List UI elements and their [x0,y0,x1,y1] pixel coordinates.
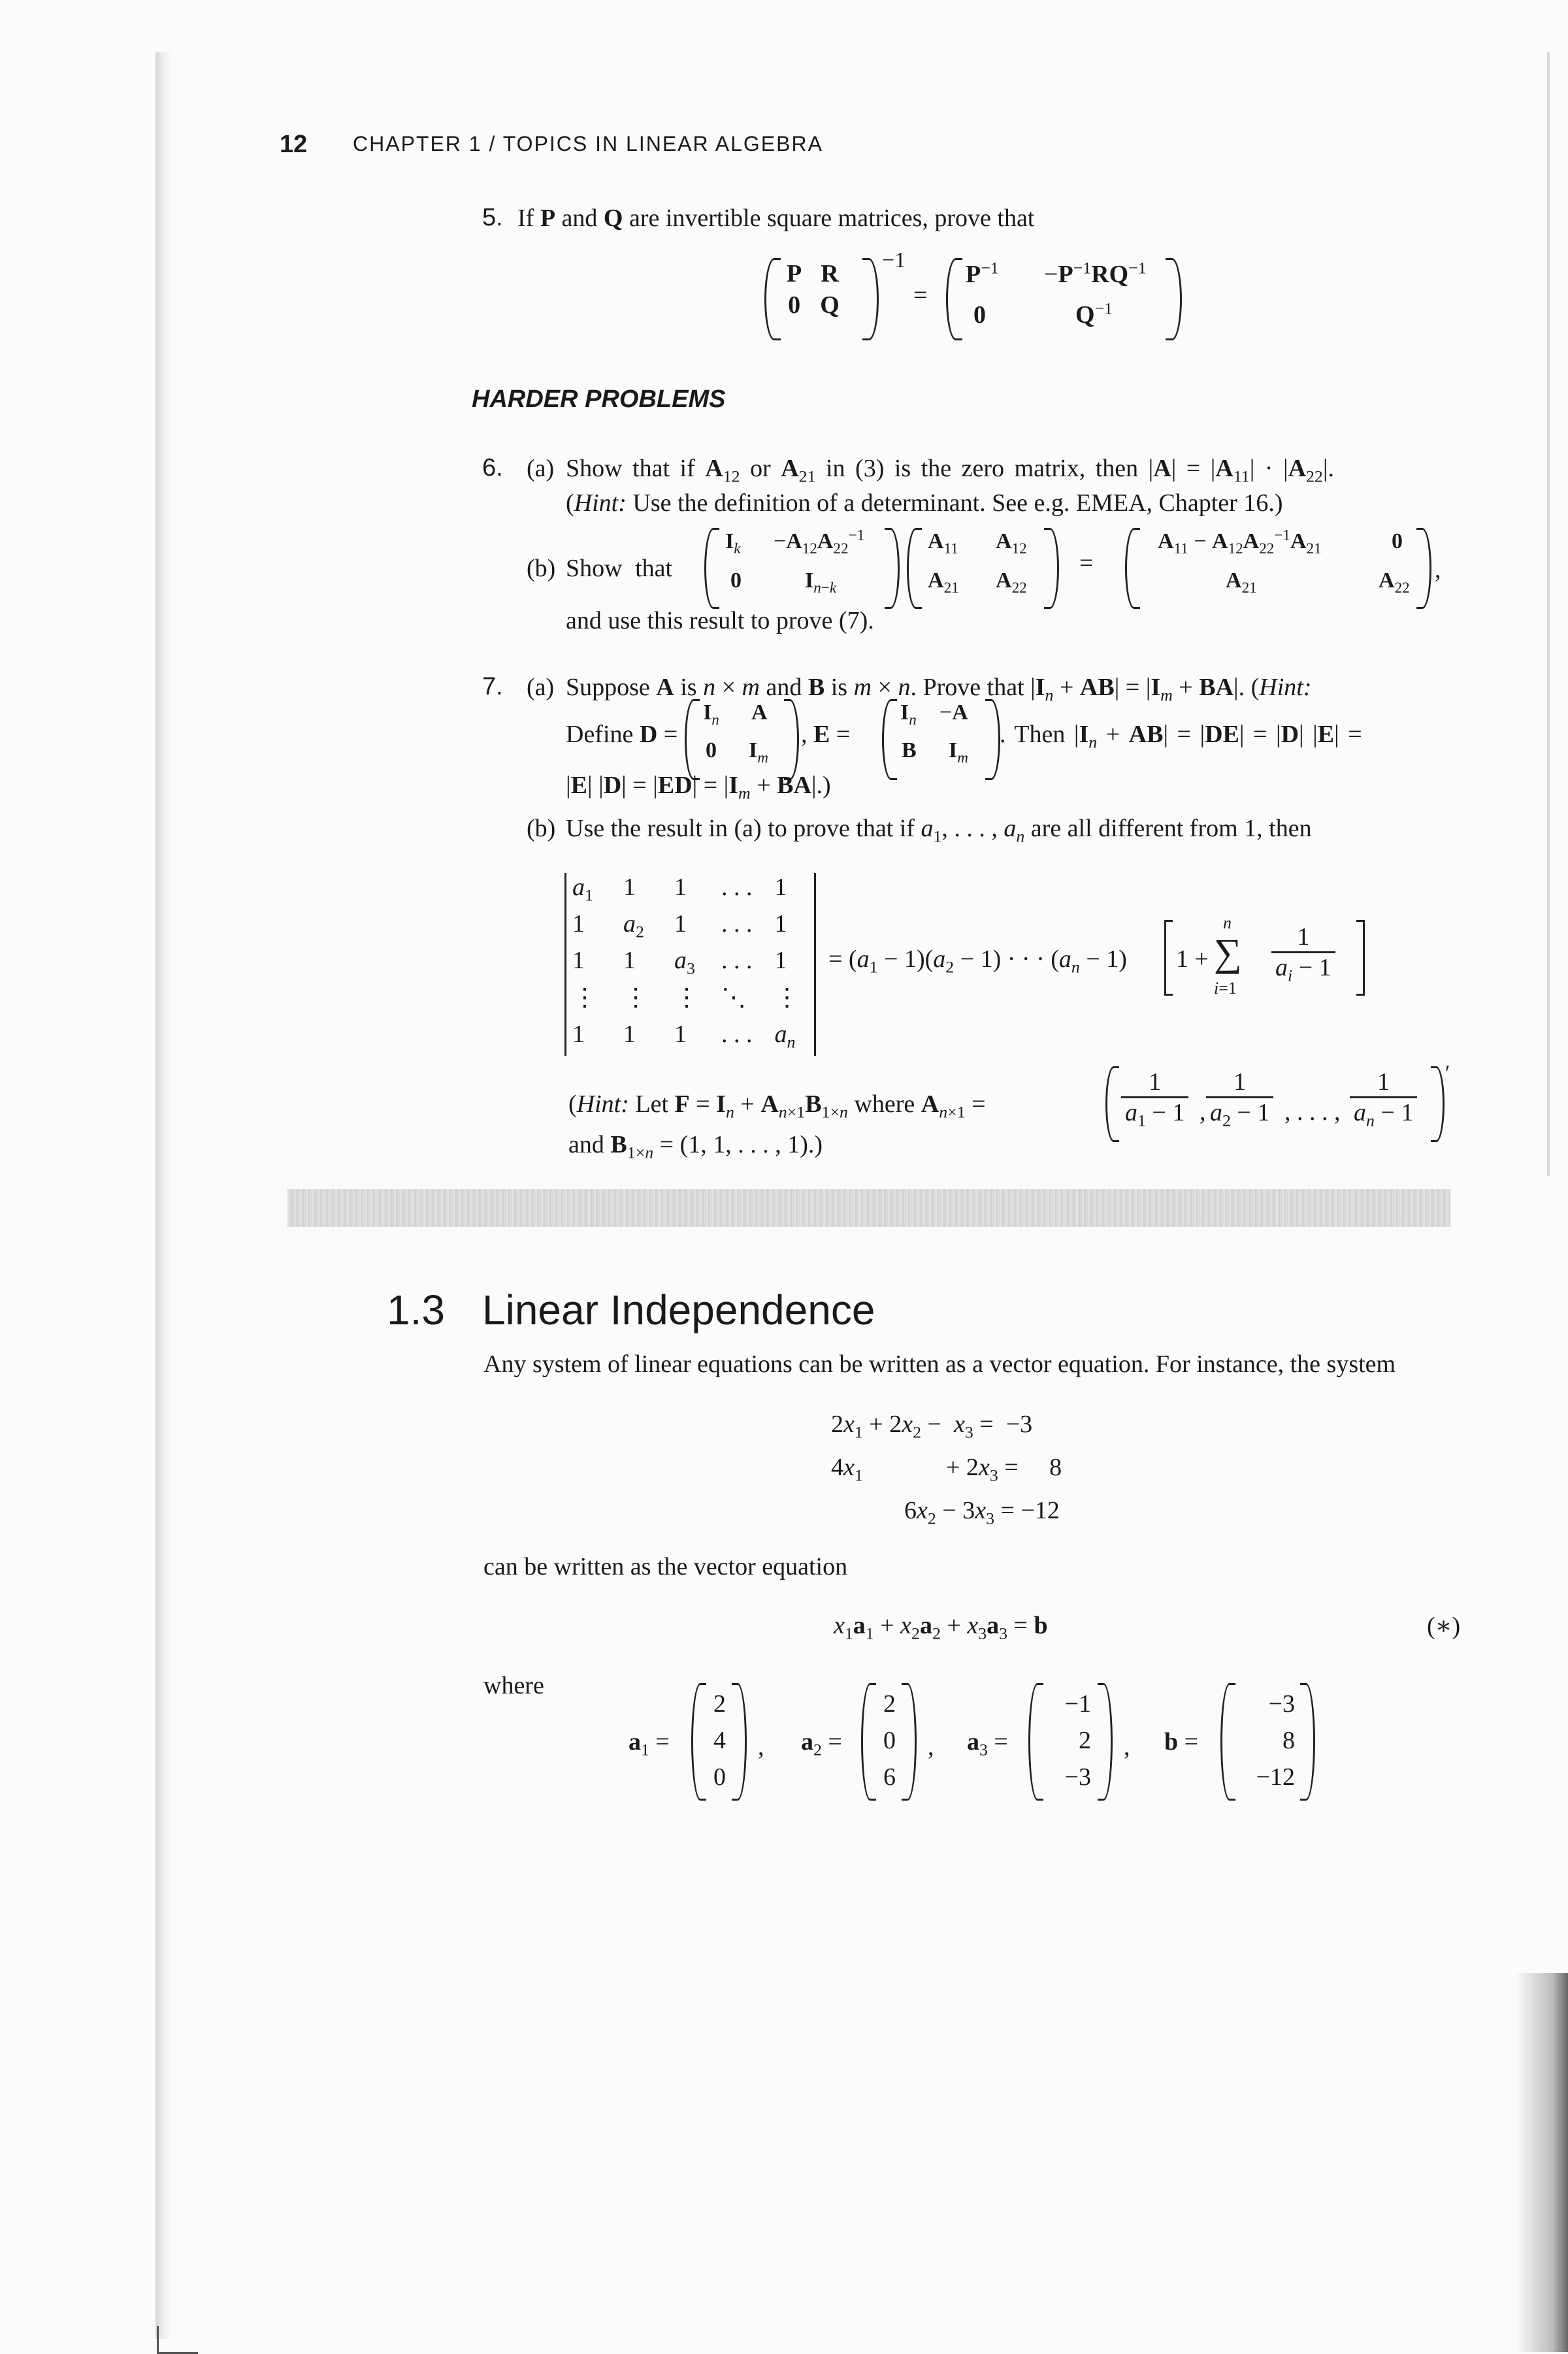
problem-6-number: 6. [482,454,503,482]
problem-6a-hint: (Hint: Use the definition of a determinant. See e.g. EMEA, Chapter 16.) [566,489,1283,517]
scan-spine-shadow [155,52,170,2339]
system-row-1: $2x_1 + 2x_2 - x_3 = -3$ [831,1411,1033,1442]
equation-tag: (∗) [1427,1612,1461,1640]
problem-6a-text: Show that if $A_{12}$ or $A_{21}$ in (3) is the zero matrix, then $|A| = |A_{11}| \cdot |A_{22}|$. [566,455,1334,486]
problem-7a-line3: |E| $|D| = |ED| = |I_m + BA|$.) [566,772,831,803]
problem-6b-text: Show that [566,555,673,582]
vector-a3-values: −1 2 −3 [1064,1690,1091,1791]
problem-7-number: 7. [482,673,503,700]
vector-equation: $x_1a_1 + x_2a_2 + x_3a_3 = b$ [834,1612,1048,1643]
problem-6a-label: (a) [527,455,555,482]
problem-5-number: 5. [482,204,503,231]
problem-7a-then: . Then $|I_n + AB| = |DE| = |D|$ |E| = [1000,721,1362,752]
scan-right-edge [1547,52,1550,1176]
vector-b-values: −3 8 −12 [1256,1690,1295,1791]
problem-7b-hint-line2: and $B_{1\times n} = (1$, 1, . . . , 1).) [568,1131,823,1162]
section-number: 1.3 [387,1286,445,1333]
problem-7a-define: Define D = [566,721,678,748]
problem-6b-label: (b) [527,555,556,582]
problem-7a-label: (a) [527,674,555,701]
problem-7b-hint-line1: (Hint: Let $F = I_n + A_{n\times 1}B_{1\times n}$ where $A_{n\times 1}$ = [568,1090,986,1122]
system-row-2: $4x_1$ [831,1454,863,1485]
vector-equation-lead: can be written as the vector equation [483,1553,848,1580]
section-divider [287,1189,1450,1227]
problem-7b-label: (b) [527,815,556,842]
where-label: where [483,1672,544,1699]
running-title: CHAPTER 1 / TOPICS IN LINEAR ALGEBRA [353,132,823,155]
problem-7a-text: Suppose A is n × m and B is m × n. Prove that $|I_n + AB| = |I_m + BA|$. (Hint: [566,674,1312,705]
problem-5-text: If P and Q are invertible square matrices, prove that [517,204,1035,232]
page-number: 12 [280,131,308,158]
system-row-2-rhs: + $2x_3$ = 8 [946,1454,1062,1485]
problem-6b-after: and use this result to prove (7). [566,607,874,634]
scan-corner-mark [157,2326,198,2354]
vector-a2-values: 2 0 6 [883,1690,896,1791]
scan-corner-shadow [1516,1973,1568,2352]
harder-problems-heading: HARDER PROBLEMS [472,385,726,413]
vector-a1-values: 2 4 0 [713,1690,726,1791]
problem-7b-text: Use the result in (a) to prove that if $a_1$, . . . , $a_n$ are all different from 1, then [566,815,1312,846]
system-row-3: $6x_2 - 3x_3 = -12$ [904,1497,1060,1528]
section-title: Linear Independence [482,1286,875,1333]
section-intro: Any system of linear equations can be written as a vector equation. For instance, the system [483,1350,1396,1378]
